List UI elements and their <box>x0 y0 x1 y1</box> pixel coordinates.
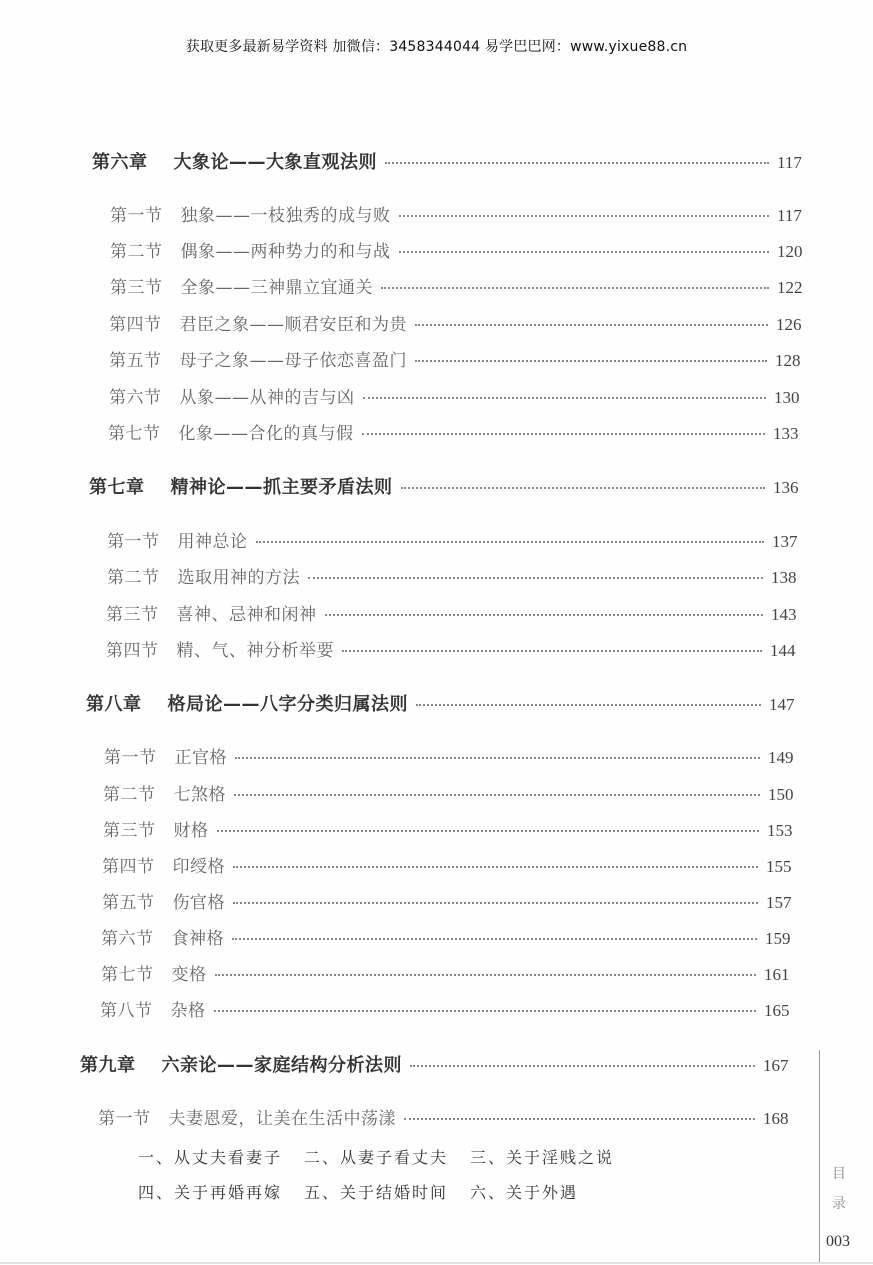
section-number: 第八节 <box>100 1001 153 1021</box>
section-number: 第一节 <box>107 532 160 552</box>
page-number: 122 <box>777 278 803 297</box>
section-title: 化象——合化的真与假 <box>178 424 354 444</box>
section-title: 伤官格 <box>172 893 225 913</box>
section-number: 第二节 <box>110 242 163 262</box>
toc-section[interactable] <box>103 816 797 841</box>
toc-section[interactable] <box>102 888 796 913</box>
section-title: 全象——三神鼎立宜通关 <box>180 278 373 298</box>
chapter-number: 第七章 <box>89 477 145 498</box>
page-number: 149 <box>768 748 794 767</box>
chapter-number: 第六章 <box>92 152 148 173</box>
toc-section[interactable] <box>110 273 807 298</box>
page-number: 155 <box>766 857 792 876</box>
page-number: 159 <box>765 929 791 948</box>
section-title: 夫妻恩爱，让美在生活中荡漾 <box>168 1109 396 1129</box>
page-number: 150 <box>768 785 794 804</box>
dot-leader <box>217 830 760 832</box>
section-title: 七煞格 <box>173 785 226 805</box>
chapter-title: 六亲论——家庭结构分析法则 <box>161 1055 402 1076</box>
side-label-lu: 录 <box>832 1196 846 1212</box>
section-title: 食神格 <box>171 929 224 949</box>
subitem[interactable]: 三、关于淫贱之说 <box>470 1148 615 1167</box>
page-number: 117 <box>777 206 802 225</box>
section-title: 印绶格 <box>172 857 225 877</box>
page-number: 165 <box>764 1001 790 1020</box>
chapter-title: 大象论——大象直观法则 <box>173 152 377 173</box>
section-title: 变格 <box>171 965 207 985</box>
section-title: 正官格 <box>174 748 227 768</box>
dot-leader <box>401 487 766 489</box>
page-number: 153 <box>767 821 793 840</box>
subitem[interactable]: 五、关于结婚时间 <box>304 1183 449 1202</box>
page-number: 120 <box>777 242 803 261</box>
dot-leader <box>381 287 769 289</box>
toc-chapter-6[interactable] <box>92 148 807 174</box>
dot-leader <box>233 866 758 868</box>
dot-leader <box>362 433 766 435</box>
dot-leader <box>233 902 758 904</box>
page-number-footer: 003 <box>826 1233 850 1250</box>
dot-leader <box>399 215 770 217</box>
page-number: 137 <box>772 532 798 551</box>
dot-leader <box>415 324 768 326</box>
section-number: 第五节 <box>102 893 155 913</box>
section-number: 第四节 <box>109 315 162 335</box>
section-title: 独象——一枝独秀的成与败 <box>180 206 391 226</box>
toc-section[interactable] <box>106 636 800 661</box>
section-title: 偶象——两种势力的和与战 <box>180 242 391 262</box>
dot-leader <box>399 251 770 253</box>
section-number: 第二节 <box>103 785 156 805</box>
dot-leader <box>385 162 769 164</box>
toc-section[interactable] <box>100 996 794 1021</box>
page-number: 167 <box>763 1056 789 1075</box>
subitems-line-2 <box>138 1180 600 1203</box>
subitem[interactable]: 四、关于再婚再嫁 <box>138 1183 283 1202</box>
watermark-header: 获取更多最新易学资料 加微信：3458344044 易学巴巴网：www.yixue88.cn <box>185 39 688 55</box>
dot-leader <box>363 397 767 399</box>
chapter-number: 第九章 <box>80 1055 136 1076</box>
toc-section[interactable] <box>103 780 798 805</box>
toc-chapter-7[interactable] <box>89 473 803 499</box>
section-title: 杂格 <box>170 1001 206 1021</box>
toc-section[interactable] <box>110 201 807 226</box>
page-number: 144 <box>770 641 796 660</box>
dot-leader <box>410 1065 755 1067</box>
toc-section[interactable] <box>110 237 807 262</box>
toc-section[interactable] <box>109 346 805 371</box>
page-number: 128 <box>775 351 801 370</box>
section-title: 从象——从神的吉与凶 <box>179 388 355 408</box>
section-title: 用神总论 <box>177 532 248 552</box>
toc-section[interactable] <box>107 563 801 588</box>
page-number: 126 <box>776 315 802 334</box>
dot-leader <box>308 577 763 579</box>
page-number: 138 <box>771 568 797 587</box>
dot-leader <box>232 938 757 940</box>
subitem[interactable]: 六、关于外遇 <box>470 1183 579 1202</box>
toc-section[interactable] <box>101 960 794 985</box>
toc-section[interactable] <box>106 600 801 625</box>
section-number: 第一节 <box>110 206 163 226</box>
subitems-line-1 <box>138 1145 636 1168</box>
page-bottom-edge <box>0 1262 873 1264</box>
section-number: 第一节 <box>98 1109 151 1129</box>
subitem[interactable]: 一、从丈夫看妻子 <box>138 1148 283 1167</box>
section-number: 第四节 <box>102 857 155 877</box>
dot-leader <box>415 360 767 362</box>
dot-leader <box>256 541 765 543</box>
page-number: 143 <box>771 605 797 624</box>
section-number: 第五节 <box>109 351 162 371</box>
section-number: 第三节 <box>103 821 156 841</box>
toc-section[interactable] <box>107 527 802 552</box>
toc-chapter-9[interactable] <box>80 1051 793 1077</box>
section-number: 第六节 <box>109 388 162 408</box>
dot-leader <box>342 650 762 652</box>
dot-leader <box>215 974 757 976</box>
section-title: 喜神、忌神和闲神 <box>176 605 317 625</box>
page-number: 130 <box>774 388 800 407</box>
toc-section[interactable] <box>98 1104 793 1129</box>
section-number: 第三节 <box>110 278 163 298</box>
section-title: 财格 <box>173 821 209 841</box>
page-number: 147 <box>769 695 795 714</box>
toc-section[interactable] <box>109 383 804 408</box>
section-number: 第六节 <box>101 929 154 949</box>
toc-section[interactable] <box>104 743 798 768</box>
subitem[interactable]: 二、从妻子看丈夫 <box>304 1148 449 1167</box>
section-number: 第四节 <box>106 641 159 661</box>
dot-leader <box>416 704 761 706</box>
section-number: 第一节 <box>104 748 157 768</box>
side-divider <box>819 1050 820 1262</box>
toc-chapter-8[interactable] <box>86 690 799 716</box>
page-number: 168 <box>763 1109 789 1128</box>
chapter-title: 格局论——八字分类归属法则 <box>167 694 408 715</box>
section-title: 君臣之象——顺君安臣和为贵 <box>179 315 407 335</box>
section-title: 精、气、神分析举要 <box>176 641 334 661</box>
page-number: 157 <box>766 893 792 912</box>
side-label-mu: 目 <box>832 1166 846 1182</box>
dot-leader <box>404 1118 755 1120</box>
toc-section[interactable] <box>102 852 796 877</box>
dot-leader <box>214 1010 757 1012</box>
toc-section[interactable] <box>108 419 803 444</box>
section-number: 第七节 <box>101 965 154 985</box>
chapter-title: 精神论——抓主要矛盾法则 <box>170 477 393 498</box>
dot-leader <box>234 794 760 796</box>
page-number: 161 <box>764 965 790 984</box>
toc-section[interactable] <box>101 924 795 949</box>
dot-leader <box>235 757 760 759</box>
page-number: 117 <box>777 153 802 172</box>
section-title: 选取用神的方法 <box>177 568 300 588</box>
dot-leader <box>325 614 764 616</box>
section-number: 第七节 <box>108 424 161 444</box>
section-number: 第三节 <box>106 605 159 625</box>
page-number: 136 <box>773 478 799 497</box>
page-number: 133 <box>773 424 799 443</box>
section-title: 母子之象——母子依恋喜盈门 <box>179 351 407 371</box>
toc-section[interactable] <box>109 310 806 335</box>
chapter-number: 第八章 <box>86 694 142 715</box>
section-number: 第二节 <box>107 568 160 588</box>
